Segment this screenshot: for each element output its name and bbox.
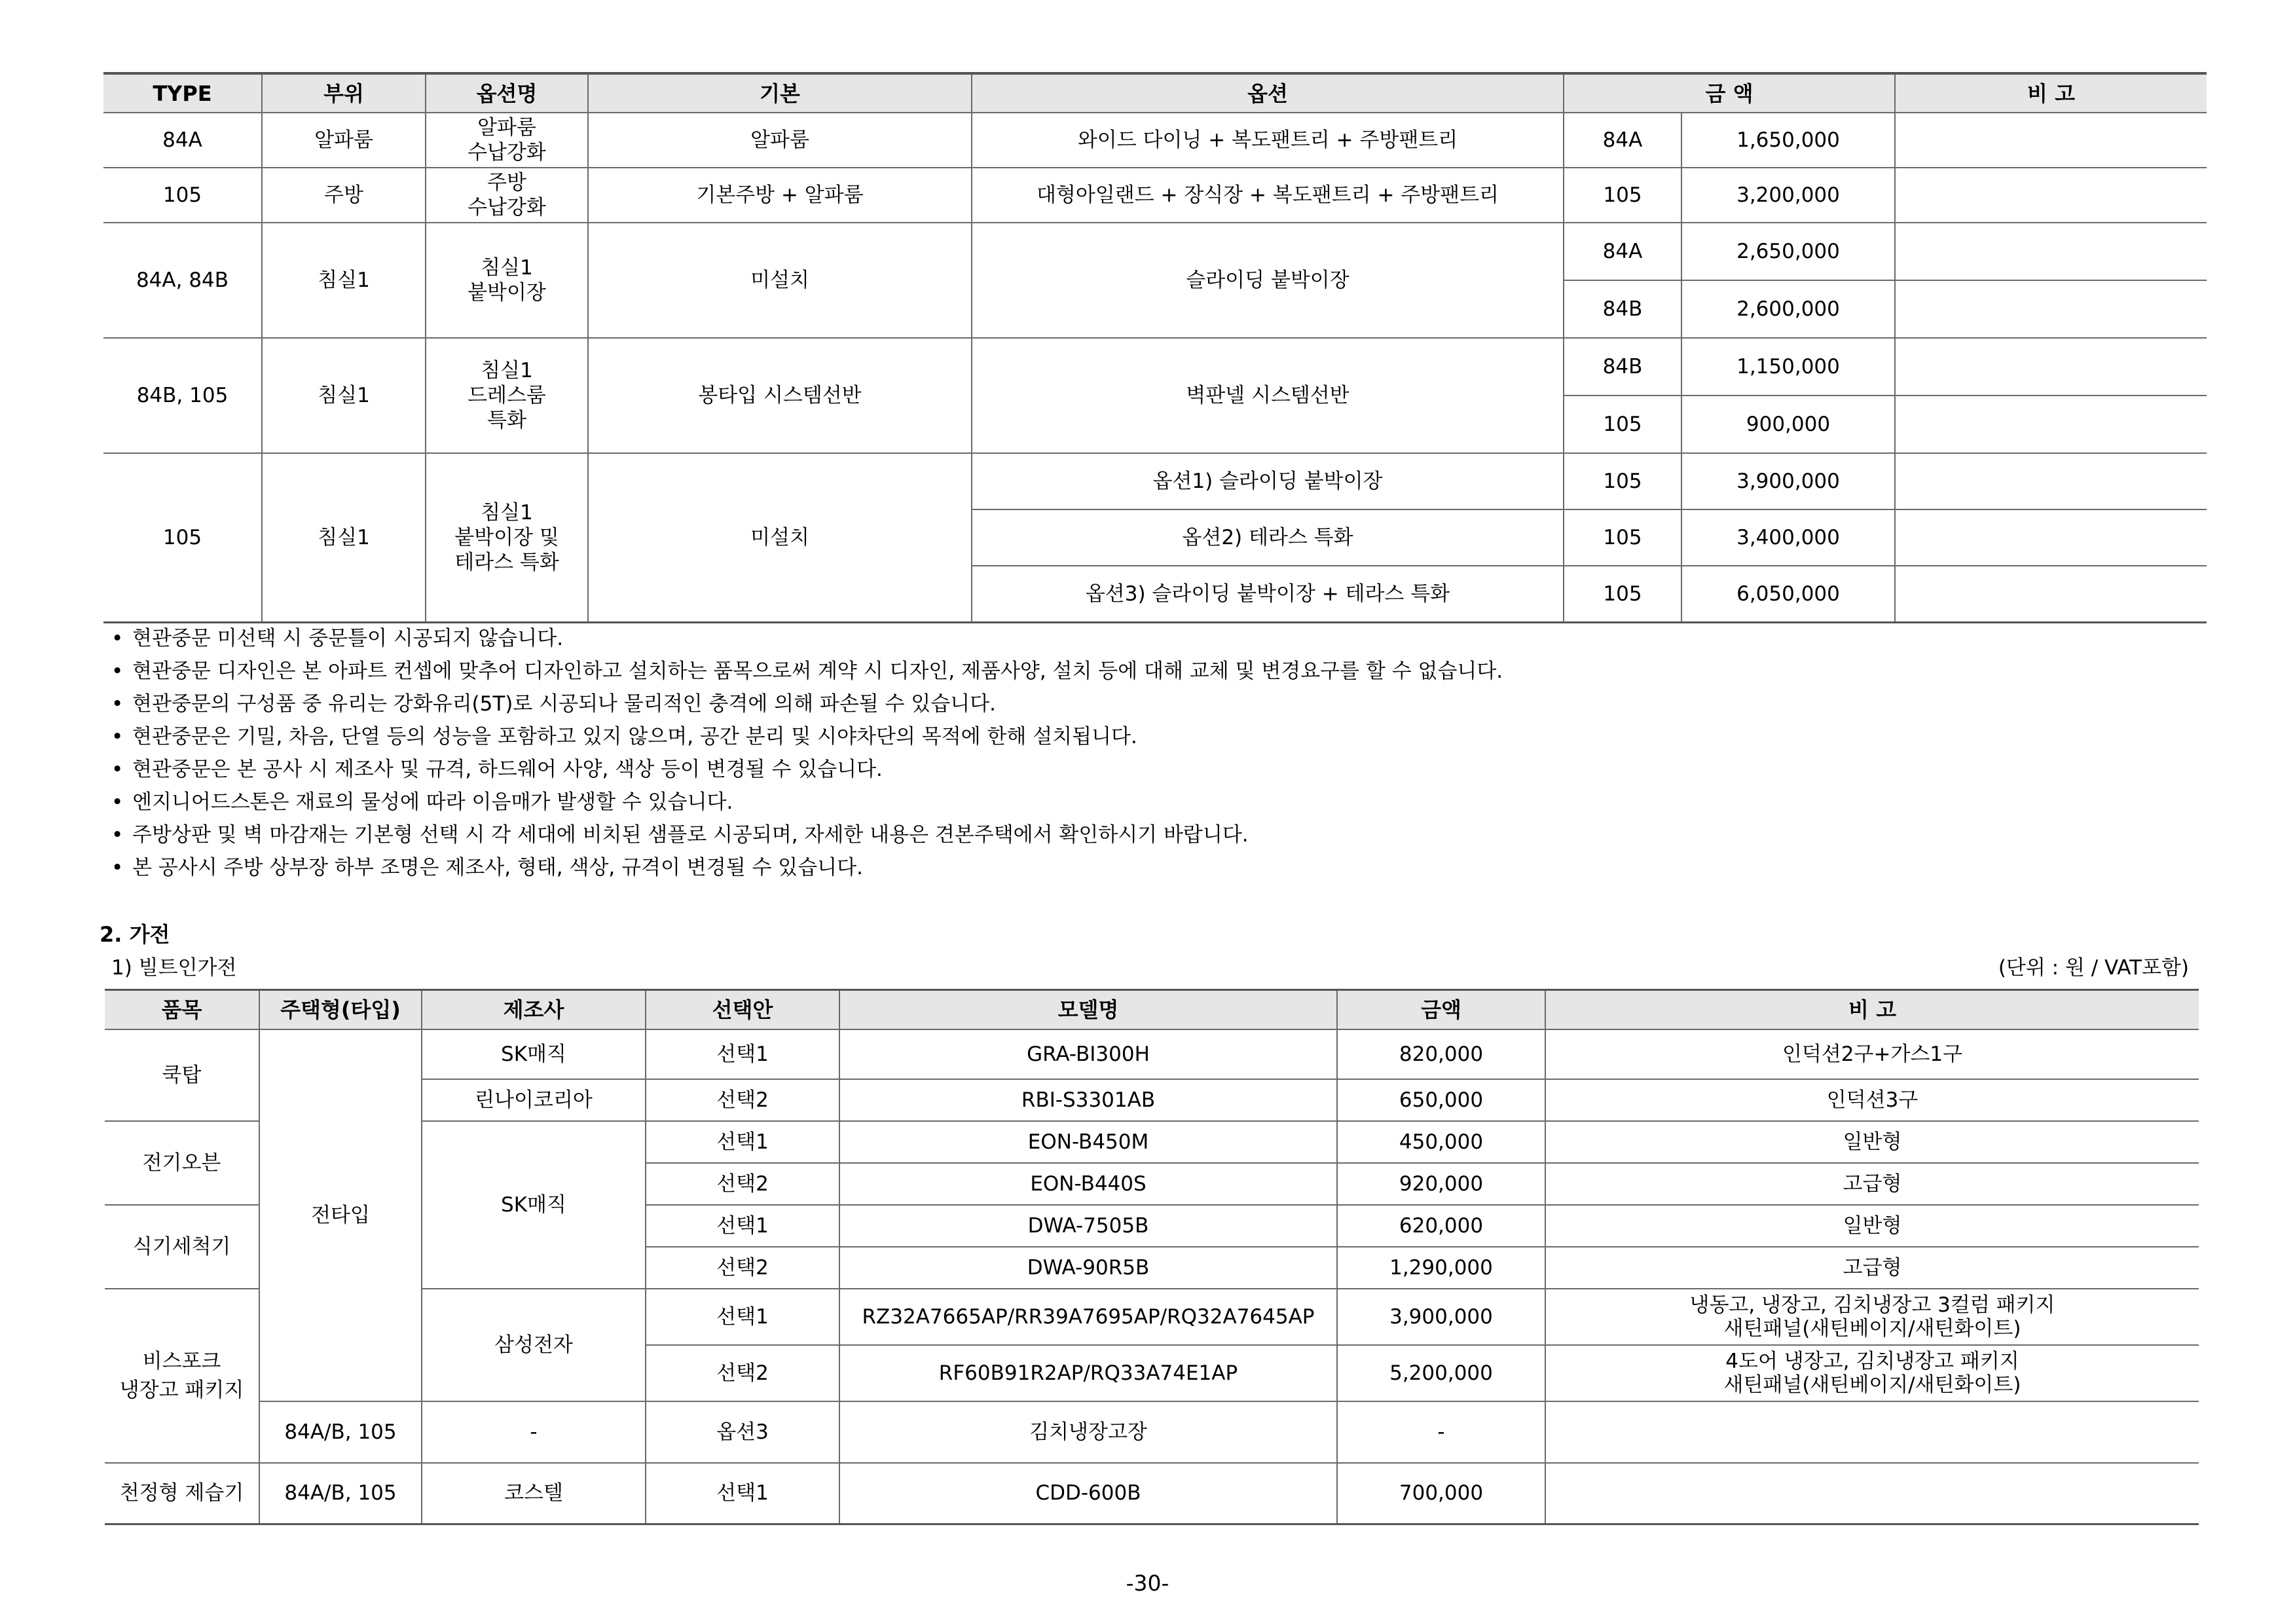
cell-item-oven: 전기오븐 <box>105 1121 259 1205</box>
cell-option: 벽판넬 시스템선반 <box>972 338 1564 453</box>
cell-option-name: 침실1 드레스룸 특화 <box>426 338 588 453</box>
cell-price: 2,650,000 <box>1681 223 1895 280</box>
cell-choice: 선택2 <box>646 1079 839 1121</box>
cell-remark: 인덕션2구+가스1구 <box>1545 1029 2199 1079</box>
cell-item-cooktop: 쿡탑 <box>105 1029 259 1121</box>
cell-unit: 105 <box>1564 566 1681 622</box>
cell-model: RF60B91R2AP/RQ33A74E1AP <box>839 1345 1337 1401</box>
cell-remark <box>1895 396 2207 453</box>
cell-option: 슬라이딩 붙박이장 <box>972 223 1564 338</box>
header-item: 품목 <box>105 990 259 1029</box>
cell-part: 침실1 <box>262 338 426 453</box>
cell-option: 와이드 다이닝 + 복도팬트리 + 주방팬트리 <box>972 113 1564 168</box>
cell-amount: 3,900,000 <box>1337 1289 1545 1345</box>
cell-amount: 620,000 <box>1337 1205 1545 1247</box>
header-maker: 제조사 <box>422 990 646 1029</box>
header-remark: 비 고 <box>1895 73 2207 113</box>
cell-remark <box>1895 338 2207 396</box>
unit-note: (단위 : 원 / VAT포함) <box>1998 956 2189 980</box>
cell-price: 1,150,000 <box>1681 338 1895 396</box>
cell-model: RZ32A7665AP/RR39A7695AP/RQ32A7645AP <box>839 1289 1337 1345</box>
cell-choice: 선택1 <box>646 1029 839 1079</box>
cell-model: EON-B440S <box>839 1163 1337 1205</box>
cell-maker: 삼성전자 <box>422 1289 646 1401</box>
note-item: • 현관중문은 본 공사 시 제조사 및 규격, 하드웨어 사양, 색상 등이 변경될 수 있습니다. <box>110 753 1503 786</box>
cell-option: 대형아일랜드 + 장식장 + 복도팬트리 + 주방팬트리 <box>972 168 1564 223</box>
header-model: 모델명 <box>839 990 1337 1029</box>
cell-model: EON-B450M <box>839 1121 1337 1163</box>
cell-maker: SK매직 <box>422 1121 646 1289</box>
cell-amount: 5,200,000 <box>1337 1345 1545 1401</box>
cell-maker: 코스텔 <box>422 1463 646 1524</box>
cell-option: 옵션3) 슬라이딩 붙박이장 + 테라스 특화 <box>972 566 1564 622</box>
cell-remark <box>1545 1401 2199 1463</box>
header-basic: 기본 <box>588 73 972 113</box>
cell-remark <box>1895 453 2207 509</box>
cell-part: 침실1 <box>262 223 426 338</box>
cell-house-type: 전타입 <box>259 1029 422 1401</box>
cell-unit: 105 <box>1564 509 1681 566</box>
cell-type: 105 <box>103 453 262 622</box>
cell-item-fridge: 비스포크 냉장고 패키지 <box>105 1289 259 1463</box>
note-item: • 엔지니어드스톤은 재료의 물성에 따라 이음매가 발생할 수 있습니다. <box>110 786 1503 819</box>
cell-remark <box>1895 168 2207 223</box>
header-price: 금 액 <box>1564 73 1895 113</box>
header-option: 옵션 <box>972 73 1564 113</box>
cell-model: DWA-90R5B <box>839 1247 1337 1289</box>
option-table <box>103 72 2207 623</box>
table-row <box>105 1401 2199 1463</box>
cell-maker: SK매직 <box>422 1029 646 1079</box>
cell-basic: 봉타입 시스템선반 <box>588 338 972 453</box>
cell-unit: 84B <box>1564 280 1681 338</box>
cell-price: 3,200,000 <box>1681 168 1895 223</box>
cell-maker: - <box>422 1401 646 1463</box>
cell-remark: 고급형 <box>1545 1163 2199 1205</box>
cell-choice: 옵션3 <box>646 1401 839 1463</box>
cell-item-dehumidifier: 천정형 제습기 <box>105 1463 259 1524</box>
cell-unit: 84A <box>1564 113 1681 168</box>
cell-price: 2,600,000 <box>1681 280 1895 338</box>
cell-basic: 알파룸 <box>588 113 972 168</box>
cell-remark: 4도어 냉장고, 김치냉장고 패키지 새틴패널(새틴베이지/새틴화이트) <box>1545 1345 2199 1401</box>
cell-remark <box>1545 1463 2199 1524</box>
header-choice: 선택안 <box>646 990 839 1029</box>
cell-basic: 기본주방 + 알파룸 <box>588 168 972 223</box>
header-part: 부위 <box>262 73 426 113</box>
cell-remark: 고급형 <box>1545 1247 2199 1289</box>
header-type: TYPE <box>103 73 262 113</box>
table-row <box>105 1463 2199 1524</box>
cell-remark: 일반형 <box>1545 1121 2199 1163</box>
cell-option: 옵션2) 테라스 특화 <box>972 509 1564 566</box>
header-amount: 금액 <box>1337 990 1545 1029</box>
cell-unit: 105 <box>1564 453 1681 509</box>
table-header-row <box>105 990 2199 1029</box>
header-house-type: 주택형(타입) <box>259 990 422 1029</box>
cell-option-name: 침실1 붙박이장 <box>426 223 588 338</box>
cell-amount: 820,000 <box>1337 1029 1545 1079</box>
cell-choice: 선택1 <box>646 1463 839 1524</box>
table-row <box>103 338 2207 396</box>
cell-option: 옵션1) 슬라이딩 붙박이장 <box>972 453 1564 509</box>
page-number: -30- <box>1126 1570 1169 1596</box>
cell-remark <box>1895 566 2207 622</box>
cell-remark: 냉동고, 냉장고, 김치냉장고 3컬럼 패키지 새틴패널(새틴베이지/새틴화이트) <box>1545 1289 2199 1345</box>
table-row <box>103 113 2207 168</box>
cell-type: 84B, 105 <box>103 338 262 453</box>
cell-type: 105 <box>103 168 262 223</box>
cell-remark <box>1895 113 2207 168</box>
cell-part: 침실1 <box>262 453 426 622</box>
cell-basic: 미설치 <box>588 453 972 622</box>
note-item: • 본 공사시 주방 상부장 하부 조명은 제조사, 형태, 색상, 규격이 변경될 수 있습니다. <box>110 851 1503 884</box>
cell-amount: 920,000 <box>1337 1163 1545 1205</box>
cell-remark <box>1895 223 2207 280</box>
cell-remark: 일반형 <box>1545 1205 2199 1247</box>
cell-maker: 린나이코리아 <box>422 1079 646 1121</box>
cell-unit: 105 <box>1564 168 1681 223</box>
cell-choice: 선택1 <box>646 1289 839 1345</box>
cell-price: 6,050,000 <box>1681 566 1895 622</box>
table-row <box>103 168 2207 223</box>
cell-basic: 미설치 <box>588 223 972 338</box>
cell-choice: 선택2 <box>646 1345 839 1401</box>
cell-model: DWA-7505B <box>839 1205 1337 1247</box>
cell-option-name: 알파룸 수납강화 <box>426 113 588 168</box>
cell-model: CDD-600B <box>839 1463 1337 1524</box>
header-option-name: 옵션명 <box>426 73 588 113</box>
cell-part: 알파룸 <box>262 113 426 168</box>
cell-amount: 1,290,000 <box>1337 1247 1545 1289</box>
cell-unit: 84A <box>1564 223 1681 280</box>
cell-part: 주방 <box>262 168 426 223</box>
cell-price: 1,650,000 <box>1681 113 1895 168</box>
cell-model: 김치냉장고장 <box>839 1401 1337 1463</box>
note-item: • 현관중문의 구성품 중 유리는 강화유리(5T)로 시공되나 물리적인 충격에 의해 파손될 수 있습니다. <box>110 688 1503 720</box>
cell-choice: 선택2 <box>646 1163 839 1205</box>
cell-amount: 650,000 <box>1337 1079 1545 1121</box>
table-row <box>103 453 2207 509</box>
cell-type: 84A <box>103 113 262 168</box>
cell-choice: 선택1 <box>646 1121 839 1163</box>
cell-item-dishwasher: 식기세척기 <box>105 1205 259 1289</box>
subsection-title: 1) 빌트인가전 <box>111 956 237 980</box>
note-item: • 현관중문은 기밀, 차음, 단열 등의 성능을 포함하고 있지 않으며, 공간 분리 및 시야차단의 목적에 한해 설치됩니다. <box>110 720 1503 753</box>
table-row <box>105 1029 2199 1079</box>
cell-amount: 700,000 <box>1337 1463 1545 1524</box>
cell-house-type: 84A/B, 105 <box>259 1463 422 1524</box>
appliance-table <box>105 989 2199 1525</box>
cell-type: 84A, 84B <box>103 223 262 338</box>
cell-choice: 선택2 <box>646 1247 839 1289</box>
table-header-row <box>103 73 2207 113</box>
note-item: • 주방상판 및 벽 마감재는 기본형 선택 시 각 세대에 비치된 샘플로 시공되며, 자세한 내용은 견본주택에서 확인하시기 바랍니다. <box>110 819 1503 851</box>
cell-unit: 84B <box>1564 338 1681 396</box>
cell-option-name: 침실1 붙박이장 및 테라스 특화 <box>426 453 588 622</box>
cell-price: 900,000 <box>1681 396 1895 453</box>
section-title: 2. 가전 <box>100 922 170 947</box>
cell-price: 3,400,000 <box>1681 509 1895 566</box>
header-remark: 비 고 <box>1545 990 2199 1029</box>
cell-remark <box>1895 280 2207 338</box>
cell-choice: 선택1 <box>646 1205 839 1247</box>
cell-option-name: 주방 수납강화 <box>426 168 588 223</box>
cell-house-type: 84A/B, 105 <box>259 1401 422 1463</box>
table-row <box>103 223 2207 280</box>
cell-amount: 450,000 <box>1337 1121 1545 1163</box>
cell-remark <box>1895 509 2207 566</box>
cell-model: GRA-BI300H <box>839 1029 1337 1079</box>
cell-unit: 105 <box>1564 396 1681 453</box>
cell-model: RBI-S3301AB <box>839 1079 1337 1121</box>
notes-list <box>110 622 1503 884</box>
cell-price: 3,900,000 <box>1681 453 1895 509</box>
note-item: • 현관중문 디자인은 본 아파트 컨셉에 맞추어 디자인하고 설치하는 품목으로써 계약 시 디자인, 제품사양, 설치 등에 대해 교체 및 변경요구를 할 수 없습니다. <box>110 655 1503 688</box>
cell-remark: 인덕션3구 <box>1545 1079 2199 1121</box>
note-item: • 현관중문 미선택 시 중문틀이 시공되지 않습니다. <box>110 622 1503 655</box>
cell-amount: - <box>1337 1401 1545 1463</box>
